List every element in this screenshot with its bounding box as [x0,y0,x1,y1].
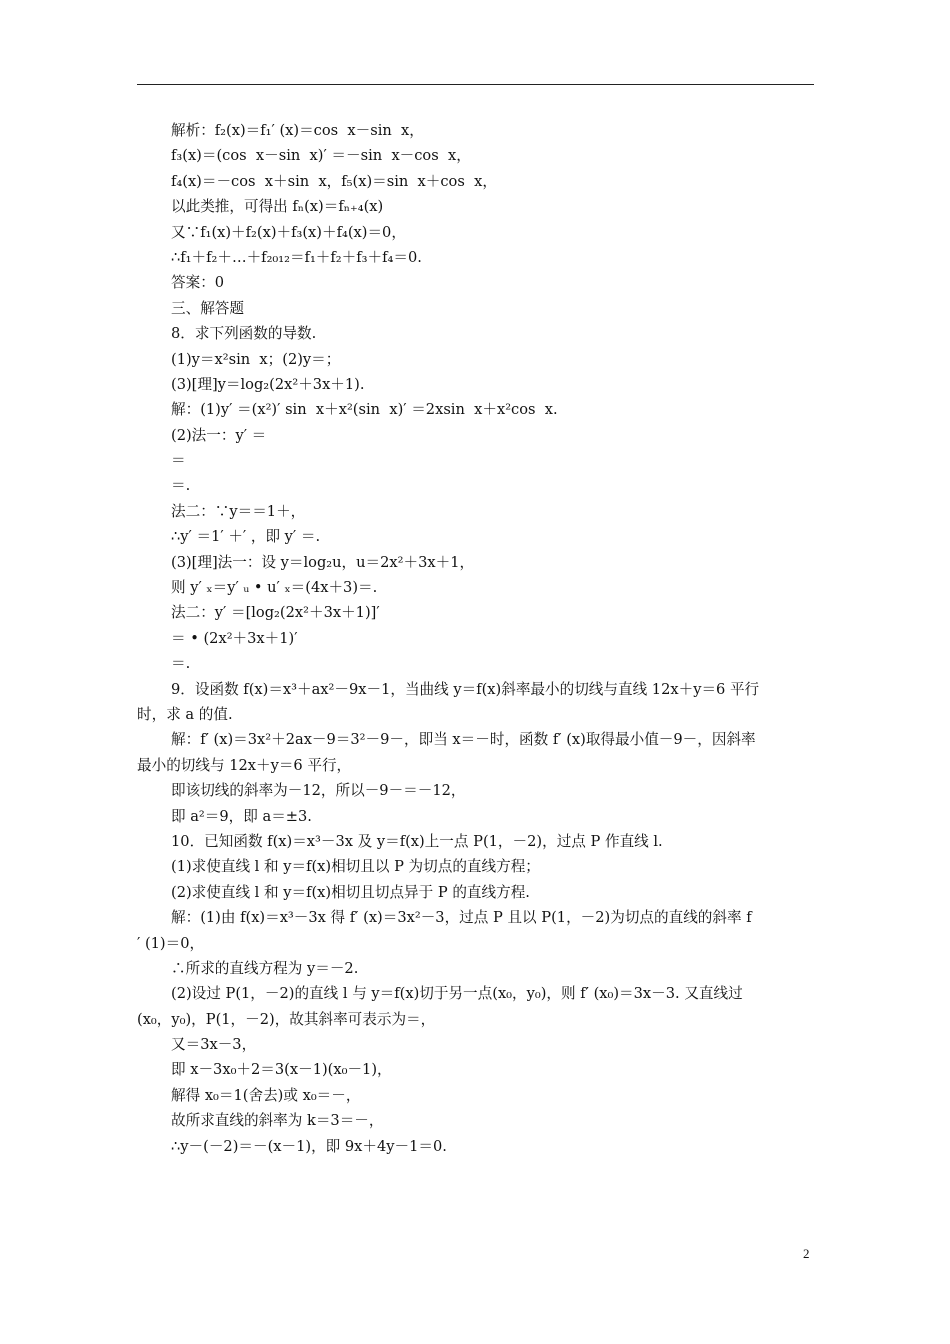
text-line: ＝ • (2x²＋3x＋1)′ [171,629,298,647]
text-line: ∴y－(－2)＝－(x－1)，即 9x＋4y－1＝0. [171,1137,447,1155]
text-line: ∴所求的直线方程为 y＝－2. [171,959,359,977]
text-line: 则 y′ ₓ＝y′ ᵤ • u′ ₓ＝(4x＋3)＝. [171,579,378,597]
text-line: f₃(x)＝(cos x－sin x)′ ＝－sin x－cos x， [171,147,471,165]
text-line: 解：(1)由 f(x)＝x³－3x 得 f′ (x)＝3x²－3，过点 P 且以 P(1，－2)为切点的直线的斜率 f [171,909,752,927]
text-line: ＝. [171,477,191,495]
text-line: 10．已知函数 f(x)＝x³－3x 及 y＝f(x)上一点 P(1，－2)，过点 P 作直线 l. [171,832,663,850]
text-line: (3)[理]法一：设 y＝log₂u，u＝2x²＋3x＋1， [171,553,475,571]
text-line: ′ (1)＝0， [137,934,205,952]
text-line: (3)[理]y＝log₂(2x²＋3x＋1). [171,375,365,393]
text-line: 即 a²＝9，即 a＝±3. [171,807,312,825]
header-rule [137,84,814,85]
text-line: 8．求下列函数的导数. [171,325,317,343]
text-line: 时，求 a 的值. [137,705,233,723]
text-line: ＝ [171,452,186,470]
text-line: (1)求使直线 l 和 y＝f(x)相切且以 P 为切点的直线方程； [171,858,540,876]
text-line: 即 x－3x₀＋2＝3(x－1)(x₀－1)， [171,1061,392,1079]
text-line: 法二：y′ ＝[log₂(2x²＋3x＋1)]′ [171,604,380,622]
document-body [137,118,817,1159]
text-line: (1)y＝x²sin x；(2)y＝； [171,350,341,368]
text-line: 即该切线的斜率为－12，所以－9－＝－12， [171,782,466,800]
text-line: ∴f₁＋f₂＋…＋f₂₀₁₂＝f₁＋f₂＋f₃＋f₄＝0. [171,248,422,266]
text-line: ∴y′ ＝1′ ＋′ ，即 y′ ＝. [171,528,321,546]
text-line: 解：(1)y′ ＝(x²)′ sin x＋x²(sin x)′ ＝2xsin x＋x²cos x. [171,401,558,419]
text-line: 9．设函数 f(x)＝x³＋ax²－9x－1，当曲线 y＝f(x)斜率最小的切线与直线 12x＋y＝6 平行 [171,680,760,698]
text-line: 最小的切线与 12x＋y＝6 平行， [137,756,352,774]
text-line: (x₀，y₀)，P(1，－2)，故其斜率可表示为＝， [137,1010,436,1028]
text-line: 答案：0 [171,274,225,292]
page-number: 2 [803,1246,810,1261]
text-line: 解得 x₀＝1(舍去)或 x₀＝－， [171,1086,361,1104]
text-line: 以此类推，可得出 fₙ(x)＝fₙ₊₄(x) [171,198,384,216]
text-line: f₄(x)＝－cos x＋sin x，f₅(x)＝sin x＋cos x， [171,172,497,190]
text-line: 又＝3x－3， [171,1036,257,1054]
text-line: 故所求直线的斜率为 k＝3＝－， [171,1112,384,1130]
text-line: 又∵f₁(x)＋f₂(x)＋f₃(x)＋f₄(x)＝0， [171,223,406,241]
text-line: 三、解答题 [171,299,244,317]
text-line: (2)法一：y′ ＝ [171,426,267,444]
text-line: (2)求使直线 l 和 y＝f(x)相切且切点异于 P 的直线方程. [171,883,530,901]
text-line: 解析：f₂(x)＝f₁′ (x)＝cos x－sin x， [171,122,424,139]
text-line: (2)设过 P(1，－2)的直线 l 与 y＝f(x)切于另一点(x₀，y₀)，则 f′ (x₀)＝3x－3. 又直线过 [171,985,743,1003]
text-line: 法二：∵y＝＝1＋， [171,502,306,520]
text-line: ＝. [171,655,191,673]
text-line: 解：f′ (x)＝3x²＋2ax－9＝3²－9－，即当 x＝－时，函数 f′ (x)取得最小值－9－，因斜率 [171,731,756,749]
